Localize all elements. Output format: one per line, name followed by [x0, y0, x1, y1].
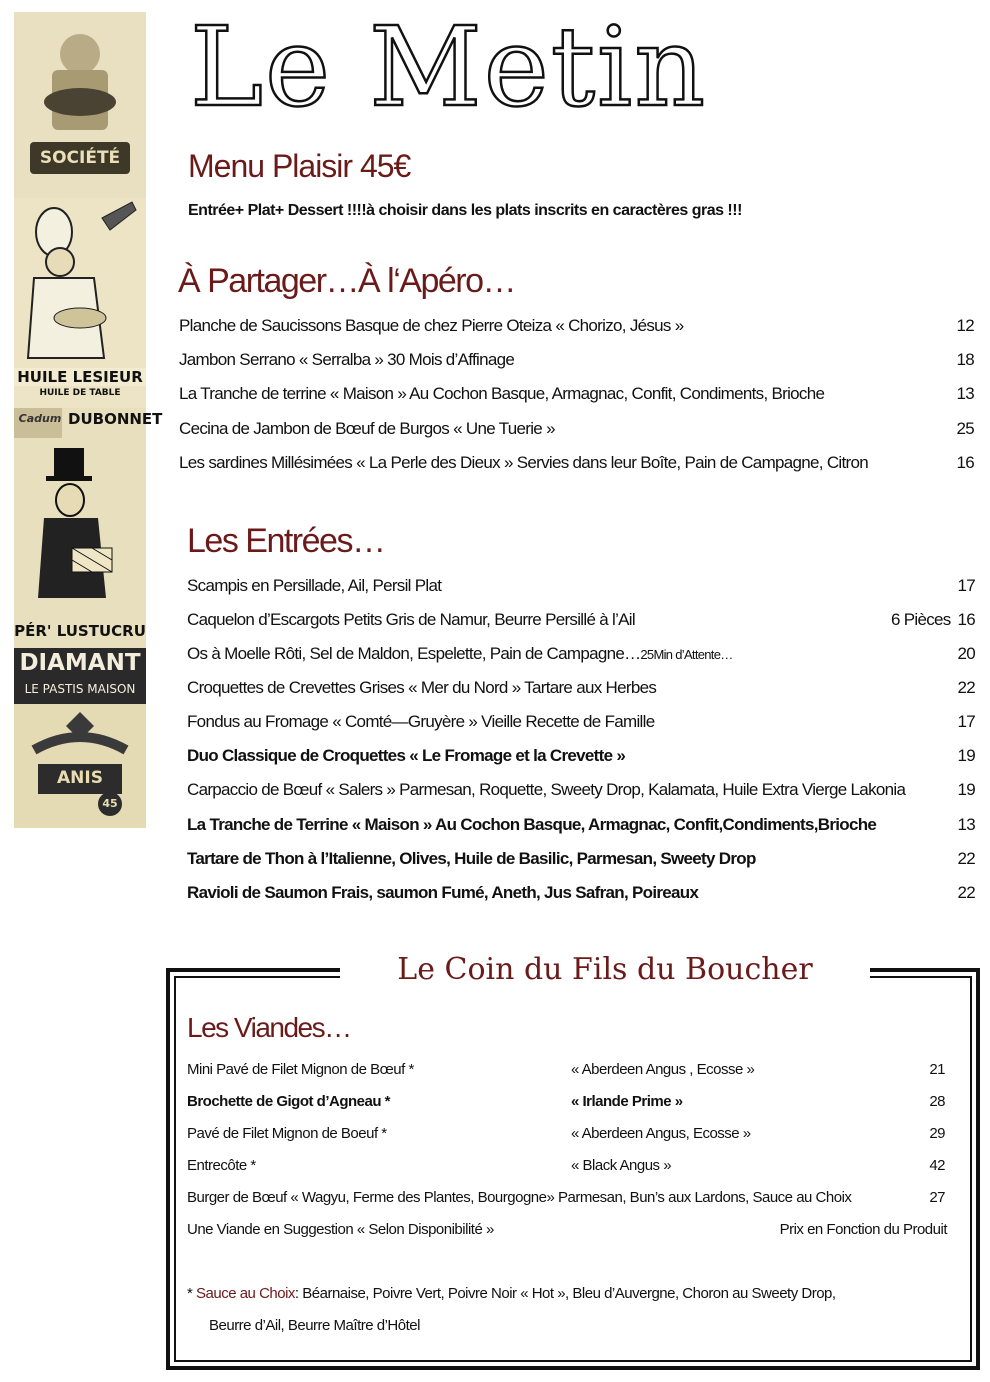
item-price: 13 — [956, 384, 974, 403]
menu-item — [179, 418, 974, 440]
menu-item — [187, 882, 975, 904]
poster-lesieur-text: HUILE LESIEUR — [14, 368, 146, 386]
meat-origin: « Irlande Prime » — [571, 1093, 683, 1110]
item-name: Scampis en Persillade, Ail, Persil Plat — [187, 576, 442, 595]
menu-item — [187, 745, 975, 767]
section-title-partager: À Partager…À l‘Apéro… — [178, 262, 515, 300]
meat-name: Brochette de Gigot d’Agneau * — [187, 1093, 391, 1110]
menu-item — [187, 814, 975, 836]
poster-diamant-sub: LE PASTIS MAISON — [24, 682, 136, 696]
meat-name: Une Viande en Suggestion « Selon Disponibilité » — [187, 1221, 494, 1238]
meat-price: 42 — [929, 1157, 945, 1174]
menu-item — [187, 848, 975, 870]
poster-lustucru-text: PÉR' LUSTUCRU — [14, 622, 146, 640]
sauce-list: : Béarnaise, Poivre Vert, Poivre Noir « Hot », Bleu d’Auvergne, Choron au Sweety Drop, — [294, 1285, 836, 1302]
item-note: 25Min d’Attente… — [640, 647, 733, 662]
menu-item — [179, 349, 974, 371]
item-name: Caquelon d’Escargots Petits Gris de Namur, Beurre Persillé à l’Ail — [187, 610, 635, 629]
meat-origin: « Black Angus » — [571, 1157, 672, 1174]
item-price: 22 — [957, 883, 975, 902]
meat-origin: « Aberdeen Angus , Ecosse » — [571, 1061, 755, 1078]
meat-price: 21 — [929, 1061, 945, 1078]
meat-name: Pavé de Filet Mignon de Boeuf * — [187, 1125, 387, 1142]
item-price: 20 — [957, 644, 975, 663]
meat-name: Burger de Bœuf « Wagyu, Ferme des Plantes, Bourgogne» Parmesan, Bun’s aux Lardons, Sauce au Choix — [187, 1189, 852, 1206]
meat-name: Mini Pavé de Filet Mignon de Bœuf * — [187, 1061, 414, 1078]
meat-price: Prix en Fonction du Produit — [779, 1221, 947, 1238]
menu-item — [179, 383, 974, 405]
item-price: 13 — [957, 815, 975, 834]
menu-item — [187, 677, 975, 699]
item-price: 17 — [957, 712, 975, 731]
menu-plaisir-description: Entrée+ Plat+ Dessert !!!!à choisir dans les plats inscrits en caractères gras !!! — [188, 202, 742, 219]
item-name: Carpaccio de Bœuf « Salers » Parmesan, Roquette, Sweety Drop, Kalamata, Huile Extra Vierge Lakonia — [187, 780, 906, 799]
item-price: 22 — [957, 849, 975, 868]
item-name: Cecina de Jambon de Bœuf de Burgos « Une Tuerie » — [179, 419, 555, 438]
restaurant-title: Le Metin — [190, 3, 708, 131]
meat-item — [187, 1220, 947, 1240]
meat-item — [187, 1156, 947, 1176]
poster-diamant — [14, 648, 146, 704]
poster-anis-text: ANIS — [57, 768, 103, 788]
poster-anis — [14, 704, 146, 828]
menu-item — [187, 643, 975, 666]
sauce-line-continued: Beurre d’Ail, Beurre Maître d’Hôtel — [209, 1317, 420, 1334]
sauce-star: * — [187, 1285, 193, 1302]
menu-item — [179, 452, 974, 474]
meat-item — [187, 1124, 947, 1144]
poster-diamant-text: DIAMANT — [19, 650, 141, 676]
viandes-subtitle: Les Viandes… — [187, 1012, 351, 1043]
meat-name: Entrecôte * — [187, 1157, 256, 1174]
item-name: La Tranche de Terrine « Maison » Au Cochon Basque, Armagnac, Confit,Condiments,Brioche — [187, 815, 877, 834]
meat-item — [187, 1060, 947, 1080]
poster-anis-sub: 45 — [102, 797, 118, 810]
item-price: 17 — [957, 576, 975, 595]
item-name: Os à Moelle Rôti, Sel de Maldon, Espelette, Pain de Campagne… — [187, 644, 641, 663]
meat-price: 28 — [929, 1093, 945, 1110]
item-name: Duo Classique de Croquettes « Le Fromage et la Crevette » — [187, 746, 626, 765]
item-name: Tartare de Thon à l’Italienne, Olives, Huile de Basilic, Parmesan, Sweety Drop — [187, 849, 756, 868]
item-quantity: 6 Pièces — [891, 610, 951, 629]
vintage-poster-strip — [14, 12, 163, 828]
poster-lesieur — [14, 198, 146, 408]
menu-item — [179, 315, 974, 337]
menu-plaisir-title: Menu Plaisir 45€ — [188, 148, 411, 184]
item-price: 18 — [956, 350, 974, 369]
poster-societe — [14, 12, 146, 198]
meat-item — [187, 1092, 947, 1112]
sauce-line — [187, 1284, 836, 1304]
meat-price: 27 — [929, 1189, 945, 1206]
item-name: Fondus au Fromage « Comté—Gruyère » Vieille Recette de Famille — [187, 712, 655, 731]
item-price: 22 — [957, 678, 975, 697]
poster-dubonnet-text: DUBONNET — [68, 410, 163, 428]
item-name: Les sardines Millésimées « La Perle des Dieux » Servies dans leur Boîte, Pain de Campagne, Citron — [179, 453, 868, 472]
item-price: 16 — [957, 610, 975, 629]
item-name: Ravioli de Saumon Frais, saumon Fumé, Aneth, Jus Safran, Poireaux — [187, 883, 699, 902]
item-price: 12 — [956, 316, 974, 335]
item-name: Croquettes de Crevettes Grises « Mer du Nord » Tartare aux Herbes — [187, 678, 657, 697]
section-title-entrees: Les Entrées… — [187, 522, 385, 560]
item-name: Jambon Serrano « Serralba » 30 Mois d’Affinage — [179, 350, 515, 369]
sauce-label: Sauce au Choix — [196, 1285, 295, 1302]
meat-price: 29 — [929, 1125, 945, 1142]
poster-lesieur-sub: HUILE DE TABLE — [39, 388, 121, 398]
item-price: 19 — [957, 780, 975, 799]
item-price: 25 — [956, 419, 974, 438]
item-price: 16 — [956, 453, 974, 472]
item-name: La Tranche de terrine « Maison » Au Cochon Basque, Armagnac, Confit, Condiments, Brioche — [179, 384, 825, 403]
item-name: Planche de Saucissons Basque de chez Pierre Oteiza « Chorizo, Jésus » — [179, 316, 684, 335]
poster-cadum-text: Cadum — [18, 412, 62, 425]
meat-origin: « Aberdeen Angus, Ecosse » — [571, 1125, 751, 1142]
poster-dubonnet — [14, 408, 163, 648]
menu-item — [187, 711, 975, 733]
menu-item — [187, 609, 975, 631]
poster-societe-text: SOCIÉTÉ — [39, 148, 121, 168]
meat-item — [187, 1188, 947, 1208]
butcher-section-title: Le Coin du Fils du Boucher — [397, 952, 813, 987]
menu-item — [187, 575, 975, 597]
item-price: 19 — [957, 746, 975, 765]
menu-item — [187, 779, 975, 801]
